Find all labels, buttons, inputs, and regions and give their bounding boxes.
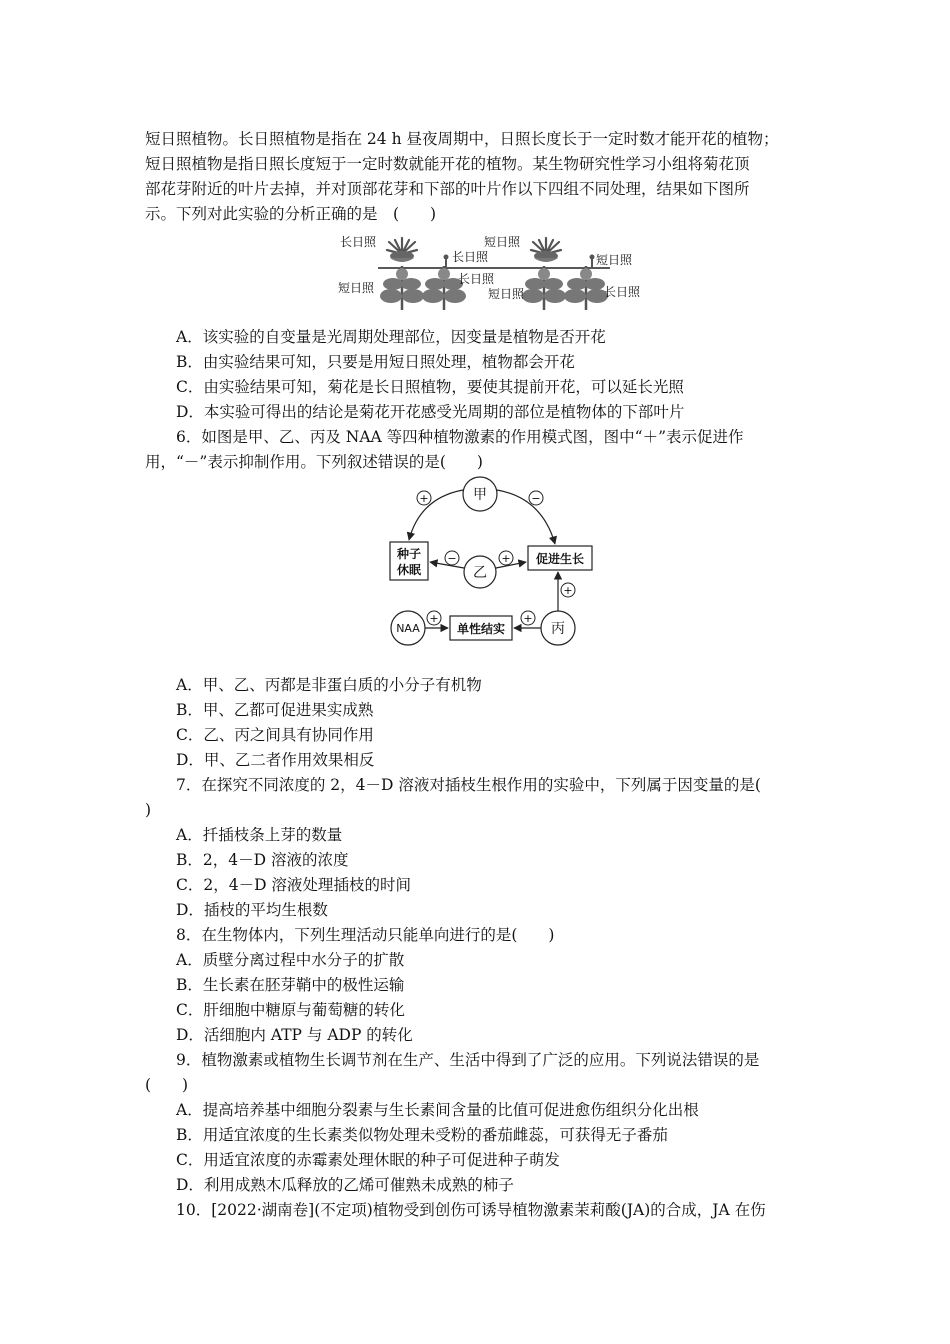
label-g2-top: 长日照 [452,250,489,264]
label-g1-bottom: 短日照 [338,281,375,295]
question-10-stem: 10．[2022·湖南卷](不定项)植物受到创伤可诱导植物激素茉莉酸(JA)的合成，JA 在伤 [176,1201,766,1219]
sign-plus [521,611,535,625]
label-g3-top: 短日照 [484,235,521,249]
question-6-stem: 用，“－”表示抑制作用。下列叙述错误的是( ) [145,453,483,471]
arrow-jia-to-growth [497,490,555,544]
intro-line: 短日照植物。长日照植物是指在 24 h 昼夜周期中，日照长度长于一定时数才能开花的植物； [145,130,779,148]
sign-minus [445,551,459,565]
option-d: D．插枝的平均生根数 [176,901,328,919]
svg-text:+: + [501,552,511,565]
question-9-stem: ( ) [145,1076,189,1094]
option-c: C．用适宜浓度的赤霉素处理休眠的种子可促进种子萌发 [176,1151,560,1169]
question-8-stem: 8．在生物体内，下列生理活动只能单向进行的是( ) [176,926,555,944]
node-bing-label: 丙 [551,621,565,637]
plant-icon [380,266,424,310]
node-yi-label: 乙 [473,565,487,581]
box-parthenocarpy-label: 单性结实 [456,622,506,636]
option-c: C．由实验结果可知，菊花是长日照植物，要使其提前开花，可以延长光照 [176,378,684,396]
option-a: A．质壁分离过程中水分子的扩散 [176,951,405,969]
sign-plus [427,611,441,625]
question-9-stem: 9．植物激素或植物生长调节剂在生产、生活中得到了广泛的应用。下列说法错误的是 [176,1051,760,1069]
option-d: D．甲、乙二者作用效果相反 [176,751,375,769]
svg-text:+: + [563,584,573,597]
option-b: B．由实验结果可知，只要是用短日照处理，植物都会开花 [176,353,575,371]
sign-minus [529,491,543,505]
flower-icon [387,238,417,262]
option-b: B．生长素在胚芽鞘中的极性运输 [176,976,405,994]
option-c: C．肝细胞中糖原与葡萄糖的转化 [176,1001,405,1019]
option-a: A．甲、乙、丙都是非蛋白质的小分子有机物 [176,676,482,694]
question-7-stem: 7．在探究不同浓度的 2，4－D 溶液对插枝生根作用的实验中，下列属于因变量的是( [176,776,761,794]
label-g4-top: 短日照 [596,253,633,267]
option-a: A．该实验的自变量是光周期处理部位，因变量是植物是否开花 [176,328,606,346]
svg-text:+: + [429,612,439,625]
box-promote-growth-label: 促进生长 [535,552,585,566]
node-naa-label: NAA [396,622,420,635]
intro-line: 部花芽附近的叶片去掉，并对顶部花芽和下部的叶片作以下四组不同处理，结果如下图所 [145,180,750,198]
box-seed-dormancy-l2: 休眠 [396,563,422,577]
node-jia-label: 甲 [473,487,487,503]
photoperiod-figure [330,230,660,310]
svg-text:+: + [419,492,429,505]
label-g2-bottom: 长日照 [458,272,495,286]
plant-icon [564,266,608,310]
option-d: D．本实验可得出的结论是菊花开花感受光周期的部位是植物体的下部叶片 [176,403,685,421]
sign-plus [499,551,513,565]
option-a: A．提高培养基中细胞分裂素与生长素间含量的比值可促进愈伤组织分化出根 [176,1101,699,1119]
option-c: C．2，4－D 溶液处理插枝的时间 [176,876,411,894]
sign-plus [561,583,575,597]
bud-icon [444,255,449,260]
option-d: D．利用成熟木瓜释放的乙烯可催熟未成熟的柿子 [176,1176,514,1194]
label-g1-top: 长日照 [340,235,377,249]
intro-line: 示。下列对此实验的分析正确的是 ( ) [145,205,437,223]
option-b: B．甲、乙都可促进果实成熟 [176,701,374,719]
flower-icon [531,238,561,262]
hormone-diagram [380,474,610,650]
svg-text:+: + [523,612,533,625]
question-6-stem: 6．如图是甲、乙、丙及 NAA 等四种植物激素的作用模式图，图中“＋”表示促进作 [176,428,744,446]
svg-text:−: − [447,552,457,565]
sign-plus [417,491,431,505]
svg-text:−: − [531,492,541,505]
option-c: C．乙、丙之间具有协同作用 [176,726,374,744]
intro-line: 短日照植物是指日照长度短于一定时数就能开花的植物。某生物研究性学习小组将菊花顶 [145,155,750,173]
option-b: B．2，4－D 溶液的浓度 [176,851,349,869]
label-g4-bottom: 长日照 [604,285,641,299]
option-b: B．用适宜浓度的生长素类似物处理未受粉的番茄雌蕊，可获得无子番茄 [176,1126,668,1144]
bud-icon [590,255,595,260]
box-seed-dormancy-l1: 种子 [396,547,422,561]
label-g3-bottom: 短日照 [488,287,525,301]
question-7-stem: ) [145,801,152,819]
option-d: D．活细胞内 ATP 与 ADP 的转化 [176,1026,413,1044]
option-a: A．扦插枝条上芽的数量 [176,826,343,844]
plant-icon [522,266,566,310]
